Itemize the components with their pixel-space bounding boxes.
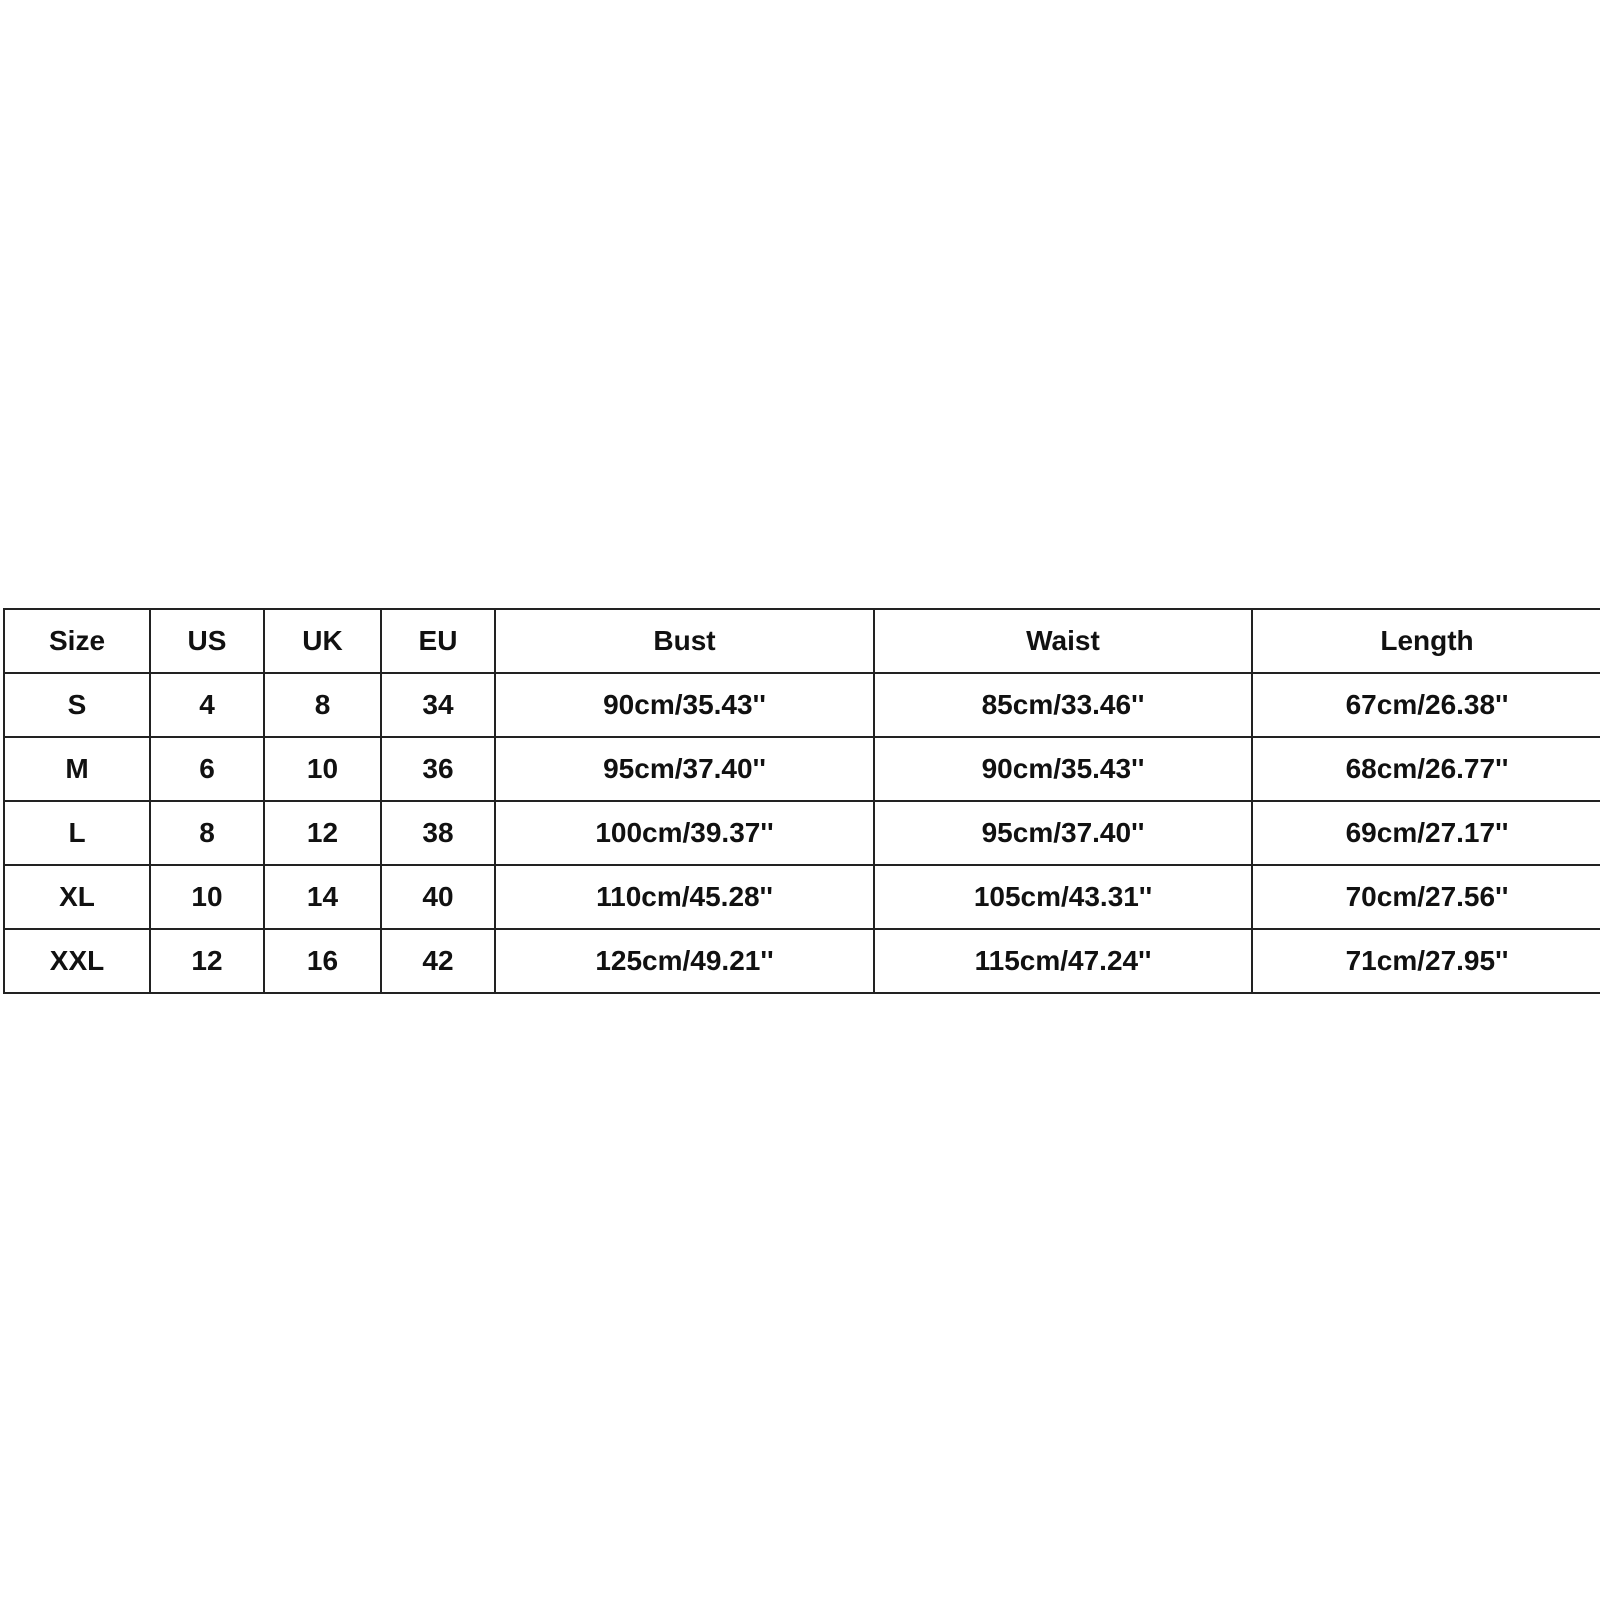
cell-uk: 8	[264, 673, 381, 737]
cell-uk: 12	[264, 801, 381, 865]
cell-uk: 16	[264, 929, 381, 993]
cell-us: 4	[150, 673, 264, 737]
cell-size: M	[4, 737, 150, 801]
cell-us: 10	[150, 865, 264, 929]
cell-waist: 95cm/37.40''	[874, 801, 1252, 865]
header-row	[4, 609, 1600, 673]
cell-waist: 115cm/47.24''	[874, 929, 1252, 993]
cell-length: 68cm/26.77''	[1252, 737, 1600, 801]
cell-waist: 90cm/35.43''	[874, 737, 1252, 801]
cell-bust: 110cm/45.28''	[495, 865, 874, 929]
cell-size: XXL	[4, 929, 150, 993]
cell-eu: 36	[381, 737, 495, 801]
cell-length: 67cm/26.38''	[1252, 673, 1600, 737]
cell-bust: 95cm/37.40''	[495, 737, 874, 801]
cell-us: 12	[150, 929, 264, 993]
cell-bust: 100cm/39.37''	[495, 801, 874, 865]
header-uk: UK	[264, 609, 381, 673]
table-row	[4, 737, 1600, 801]
header-waist: Waist	[874, 609, 1252, 673]
cell-length: 71cm/27.95''	[1252, 929, 1600, 993]
cell-size: S	[4, 673, 150, 737]
table-row	[4, 673, 1600, 737]
table-row	[4, 865, 1600, 929]
header-bust: Bust	[495, 609, 874, 673]
table-row	[4, 801, 1600, 865]
cell-waist: 85cm/33.46''	[874, 673, 1252, 737]
cell-us: 8	[150, 801, 264, 865]
cell-eu: 34	[381, 673, 495, 737]
size-chart-table	[3, 608, 1600, 994]
cell-bust: 90cm/35.43''	[495, 673, 874, 737]
cell-size: XL	[4, 865, 150, 929]
cell-us: 6	[150, 737, 264, 801]
cell-waist: 105cm/43.31''	[874, 865, 1252, 929]
header-eu: EU	[381, 609, 495, 673]
cell-bust: 125cm/49.21''	[495, 929, 874, 993]
header-length: Length	[1252, 609, 1600, 673]
cell-eu: 40	[381, 865, 495, 929]
cell-size: L	[4, 801, 150, 865]
cell-length: 69cm/27.17''	[1252, 801, 1600, 865]
cell-eu: 42	[381, 929, 495, 993]
cell-uk: 10	[264, 737, 381, 801]
cell-uk: 14	[264, 865, 381, 929]
cell-length: 70cm/27.56''	[1252, 865, 1600, 929]
header-size: Size	[4, 609, 150, 673]
header-us: US	[150, 609, 264, 673]
cell-eu: 38	[381, 801, 495, 865]
table-row	[4, 929, 1600, 993]
